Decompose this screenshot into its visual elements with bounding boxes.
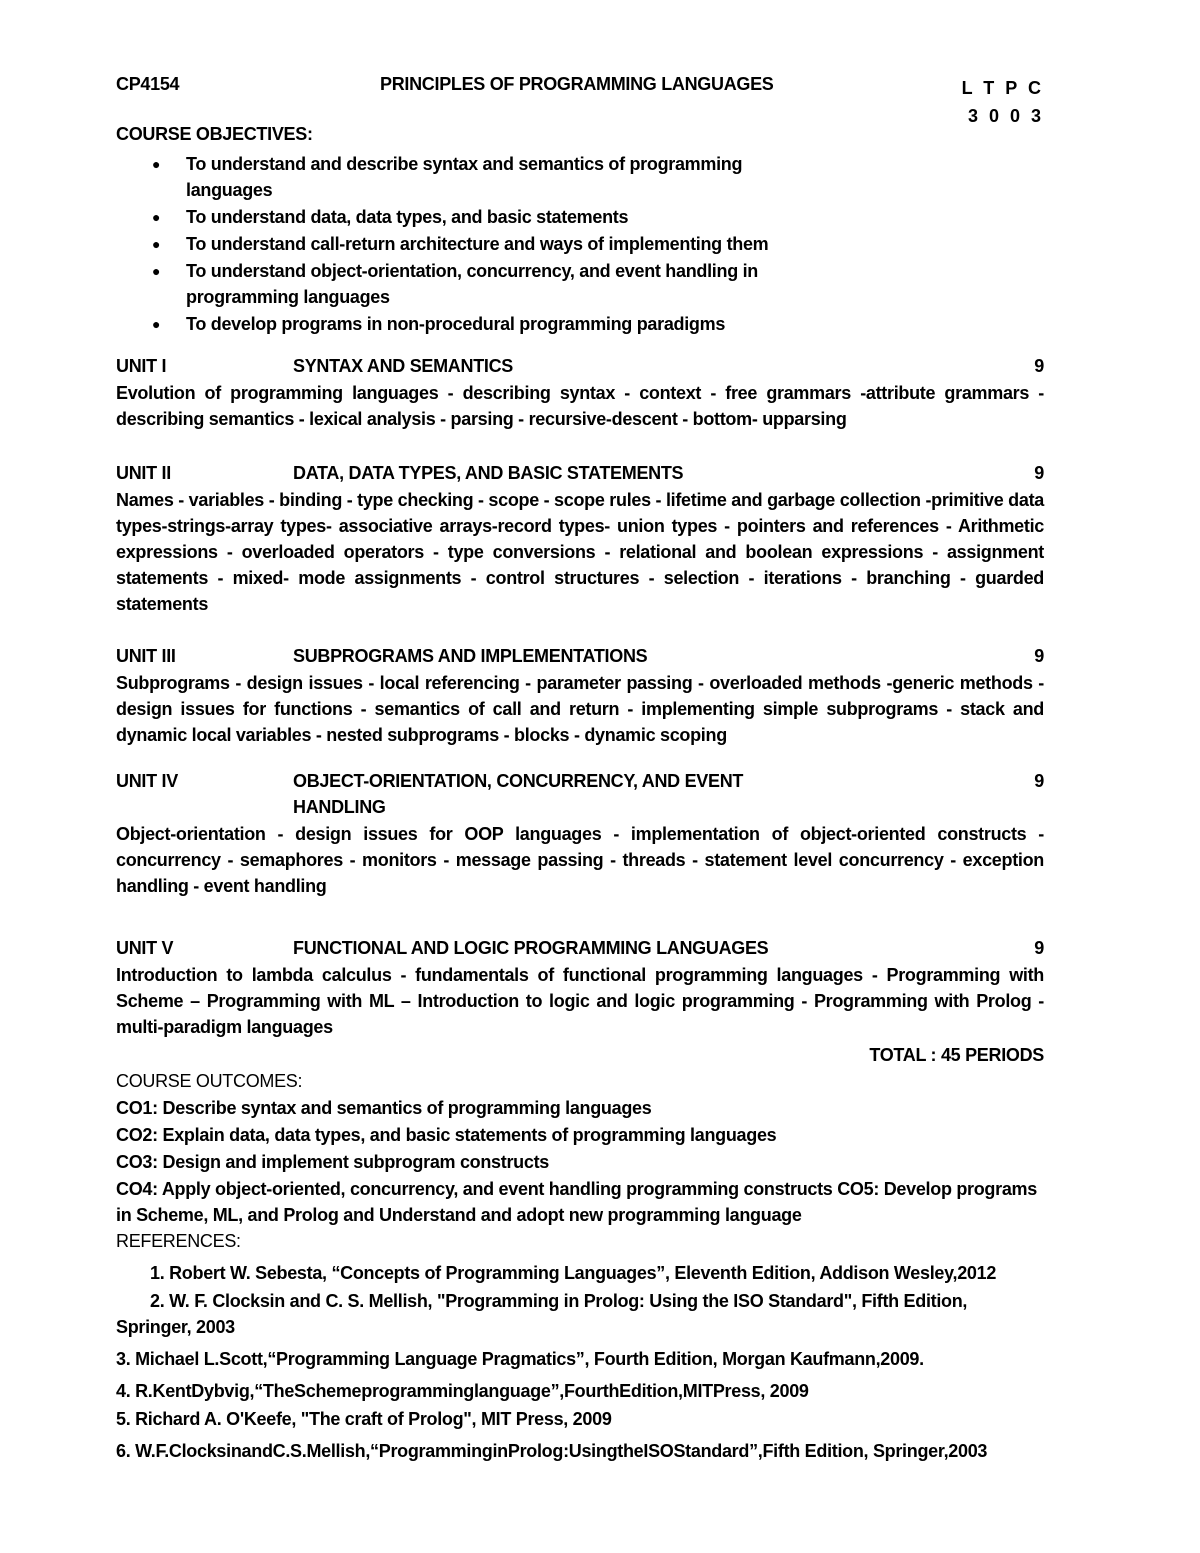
list-item: ● To understand call-return architecture and ways of implementing them bbox=[186, 231, 806, 257]
objectives-list bbox=[116, 151, 1044, 337]
list-item: CO1: Describe syntax and semantics of programming languages bbox=[116, 1098, 652, 1118]
bullet-icon: ● bbox=[152, 263, 161, 279]
objectives-heading: COURSE OBJECTIVES: bbox=[116, 124, 313, 144]
unit-title: SUBPROGRAMS AND IMPLEMENTATIONS bbox=[293, 646, 648, 666]
unit-hours: 9 bbox=[1034, 938, 1044, 958]
bullet-icon: ● bbox=[152, 236, 161, 252]
list-item: ● To understand data, data types, and basic statements bbox=[186, 204, 806, 230]
bullet-icon: ● bbox=[152, 156, 161, 172]
ltpc-block bbox=[962, 74, 1044, 130]
unit-number: UNIT IV bbox=[116, 771, 178, 791]
unit-title: DATA, DATA TYPES, AND BASIC STATEMENTS bbox=[293, 463, 684, 483]
unit-body: Subprograms - design issues - local referencing - parameter passing - overloaded methods -generic methods - design issues for functions - semantics of call and return - implementing simple subprograms - stack and dynamic local variables - nested subprograms - blocks - dynamic scoping bbox=[116, 673, 1044, 745]
unit-body: Evolution of programming languages - describing syntax - context - free grammars -attribute grammars - describing semantics - lexical analysis - parsing - recursive-descent - bottom- upparsing bbox=[116, 383, 1044, 429]
unit-title: OBJECT-ORIENTATION, CONCURRENCY, AND EVENT HANDLING bbox=[293, 771, 744, 817]
unit-hours: 9 bbox=[1034, 646, 1044, 666]
ltpc-values: 3 0 0 3 bbox=[967, 106, 1044, 126]
references-heading: REFERENCES: bbox=[116, 1231, 241, 1251]
unit-4 bbox=[116, 768, 1044, 899]
unit-5 bbox=[116, 935, 1044, 1040]
outcomes-heading: COURSE OUTCOMES: bbox=[116, 1071, 303, 1091]
list-item: CO2: Explain data, data types, and basic statements of programming languages bbox=[116, 1125, 777, 1145]
list-item: CO3: Design and implement subprogram constructs bbox=[116, 1152, 549, 1172]
list-item: ● To understand and describe syntax and semantics of programming languages bbox=[186, 151, 806, 203]
bullet-icon: ● bbox=[152, 209, 161, 225]
reference-item: 1. Robert W. Sebesta, “Concepts of Programming Languages”, Eleventh Edition, Addison Wesley,2012 bbox=[150, 1263, 997, 1283]
course-header bbox=[116, 70, 1044, 126]
list-item: CO4: Apply object-oriented, concurrency, and event handling programming constructs CO5: Develop programs in Scheme, ML, and Prolog and Understand and adopt new programming language bbox=[116, 1179, 1037, 1225]
unit-3 bbox=[116, 643, 1044, 748]
course-code: CP4154 bbox=[116, 74, 180, 94]
unit-hours: 9 bbox=[1034, 771, 1044, 791]
reference-item: 6. W.F.ClocksinandC.S.Mellish,“ProgramminginProlog:UsingtheISOStandard”,Fifth Edition, Springer,2003 bbox=[116, 1441, 988, 1461]
unit-1 bbox=[116, 353, 1044, 432]
course-title: PRINCIPLES OF PROGRAMMING LANGUAGES bbox=[380, 74, 774, 94]
unit-body: Names - variables - binding - type checking - scope - scope rules - lifetime and garbage collection -primitive data types-strings-array types- associative arrays-record types- union types - pointers and references - Arithmetic expressions - overloaded operators - type conversions - relational and boolean expressions - assignment statements - mixed- mode assignments - control structures - selection - iterations - branching - guarded statements bbox=[116, 490, 1044, 614]
unit-2 bbox=[116, 460, 1044, 617]
unit-number: UNIT III bbox=[116, 646, 176, 666]
reference-item: 4. R.KentDybvig,“TheSchemeprogramminglanguage”,FourthEdition,MITPress, 2009 bbox=[116, 1381, 809, 1401]
total-periods: TOTAL : 45 PERIODS bbox=[869, 1045, 1044, 1065]
unit-number: UNIT II bbox=[116, 463, 171, 483]
unit-title: SYNTAX AND SEMANTICS bbox=[293, 356, 514, 376]
ltpc-label: L T P C bbox=[961, 78, 1044, 98]
list-item: ● To develop programs in non-procedural programming paradigms bbox=[186, 311, 806, 337]
unit-hours: 9 bbox=[1034, 463, 1044, 483]
unit-hours: 9 bbox=[1034, 356, 1044, 376]
reference-item: 5. Richard A. O'Keefe, "The craft of Prolog", MIT Press, 2009 bbox=[116, 1409, 612, 1429]
reference-item: 2. W. F. Clocksin and C. S. Mellish, "Programming in Prolog: Using the ISO Standard", Fifth Edition, Springer, 2003 bbox=[116, 1291, 968, 1337]
unit-body: Introduction to lambda calculus - fundamentals of functional programming languages - Programming with Scheme – Programming with ML – Introduction to logic and logic programming - Programming with Prolog - multi-paradigm languages bbox=[116, 965, 1044, 1037]
bullet-icon: ● bbox=[152, 316, 161, 332]
unit-title: FUNCTIONAL AND LOGIC PROGRAMMING LANGUAGES bbox=[293, 938, 769, 958]
unit-body: Object-orientation - design issues for OOP languages - implementation of object-oriented constructs - concurrency - semaphores - monitors - message passing - threads - statement level concurrency - exception handling - event handling bbox=[116, 824, 1044, 896]
unit-number: UNIT V bbox=[116, 938, 174, 958]
reference-item: 3. Michael L.Scott,“Programming Language Pragmatics”, Fourth Edition, Morgan Kaufmann,2009. bbox=[116, 1349, 924, 1369]
list-item: ● To understand object-orientation, concurrency, and event handling in programming languages bbox=[186, 258, 806, 310]
unit-number: UNIT I bbox=[116, 356, 167, 376]
syllabus-page bbox=[116, 70, 1044, 1464]
